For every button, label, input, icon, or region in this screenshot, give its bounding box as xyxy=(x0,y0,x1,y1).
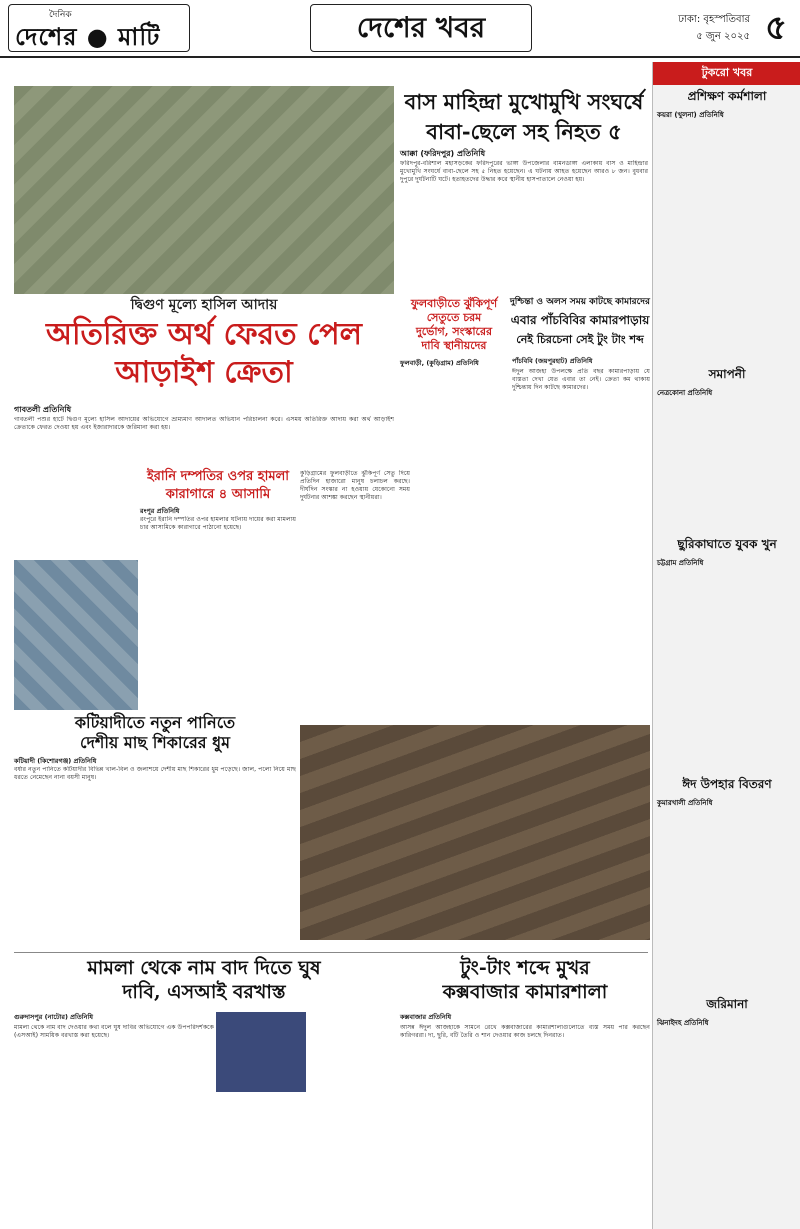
story8-byline: কক্সবাজার প্রতিনিধি xyxy=(400,1013,452,1021)
sidebar-item-head: জরিমানা xyxy=(706,997,748,1011)
sidebar-item-byline: ঝিনাইদহ প্রতিনিধি xyxy=(657,1019,709,1027)
story8-headline-1: টুং-টাং শব্দে মুখর xyxy=(460,957,590,979)
sidebar-item xyxy=(653,992,800,1030)
story4-headline-2: এবার পাঁচবিবির কামারপাড়ায় xyxy=(510,313,650,327)
sidebar-item-head: ছুরিকাঘাতে যুবক খুন xyxy=(677,537,777,551)
market-raid-photo xyxy=(14,86,394,294)
sidebar-title: টুকরো খবর xyxy=(653,62,800,85)
story1-headline-2: বাবা-ছেলে সহ নিহত ৫ xyxy=(426,119,622,144)
story4-headline-1: দুশ্চিন্তা ও অলস সময় কাটছে কামারদের xyxy=(510,297,650,307)
officer-photo xyxy=(216,1012,306,1092)
story5-body: রংপুরে ইরানি দম্পতির ওপর হামলার ঘটনায় দায়ের করা মামলায় চার আসামিকে কারাগারে পাঠানো হয়েছে। xyxy=(140,516,296,531)
dateline: ঢাকা: বৃহস্পতিবার ৫ জুন ২০২৫ xyxy=(678,14,750,42)
sidebar-item-byline: কুমারখালী প্রতিনিধি xyxy=(657,799,713,807)
story6-headline-2: দেশীয় মাছ শিকারের ধুম xyxy=(79,733,231,752)
story1-body: ফরিদপুর-বরিশাল মহাসড়কের ফরিদপুরের ভাঙ্গা উপজেলার বামনডাঙ্গা এলাকায় বাস ও মাহিন্দ্রার মুখোমুখি সংঘর্ষে বাবা-ছেলে সহ ৫ নিহত হয়েছেন। এ ঘটনায় আহত হয়েছেন আরও ৮ জন। বুধবার দুপুরে দুর্ঘটনাটি ঘটে। হতাহতদের উদ্ধার করে স্থানীয় হাসপাতালে নেওয়া হয়। xyxy=(400,160,648,183)
story5-headline-1: ইরানি দম্পতির ওপর হামলা xyxy=(146,469,290,484)
page-number: ৫ xyxy=(764,8,788,48)
story6-headline-1: কটিয়াদীতে নতুন পানিতে xyxy=(74,713,236,732)
story2-headline-1: অতিরিক্ত অর্থ ফেরত পেল xyxy=(45,317,363,352)
story7-headline-1: মামলা থেকে নাম বাদ দিতে ঘুষ xyxy=(87,957,321,979)
fishing-photo xyxy=(14,560,138,710)
logo-text: দেশের ● মাটি xyxy=(15,22,161,51)
story8-headline-2: কক্সবাজার কামারশালা xyxy=(442,981,608,1003)
story7-body: মামলা থেকে নাম বাদ দেওয়ার কথা বলে ঘুষ দাবির অভিযোগে এক উপপরিদর্শককে (এসআই) সাময়িক বরখাস্ত করা হয়েছে। xyxy=(14,1024,214,1039)
story4-body: ঈদুল আজহা উপলক্ষে প্রতি বছর কামারপাড়ায় যে ব্যস্ততা দেখা যেত এবার তা নেই। ক্রেতা কম থাকায় দুশ্চিন্তায় দিন কাটছে কামারদের। xyxy=(512,368,650,391)
sidebar-item xyxy=(653,772,800,810)
story3-byline: ফুলবাড়ী, (কুড়িগ্রাম) প্রতিনিধি xyxy=(400,359,479,367)
story7-byline: গুরুদাসপুর (নাটোর) প্রতিনিধি xyxy=(14,1013,94,1021)
sidebar-item xyxy=(653,362,800,400)
story8-body: আসন্ন ঈদুল আজহাকে সামনে রেখে কক্সবাজারের কামারশালাগুলোতে ব্যস্ত সময় পার করছেন কারিগররা। দা, ছুরি, বটি তৈরি ও শান দেওয়ার কাজ চলছে দিনরাত। xyxy=(400,1024,650,1039)
sidebar-item xyxy=(653,532,800,570)
story1-byline: আক্কা (ফরিদপুর) প্রতিনিধি xyxy=(400,149,486,158)
section-title: দেশের খবর xyxy=(310,4,532,52)
story2-byline: গাবতলী প্রতিনিধি xyxy=(14,405,72,414)
story5-headline-2: কারাগারে ৪ আসামি xyxy=(165,487,271,502)
masthead xyxy=(0,0,800,58)
story3-headline-1: ফুলবাড়ীতে ঝুঁকিপূর্ণ xyxy=(410,297,498,310)
story5-byline: রংপুর প্রতিনিধি xyxy=(140,507,180,515)
divider xyxy=(14,952,648,953)
story3-headline-3: দুর্ভোগ, সংস্কারের xyxy=(415,325,493,338)
sidebar-item-head: সমাপনী xyxy=(708,367,746,381)
story3-headline-4: দাবি স্থানীয়দের xyxy=(421,339,487,352)
sidebar-item-head: ঈদ উপহার বিতরণ xyxy=(682,777,772,791)
story2-body: গাবতলী পশুর হাটে দ্বিগুণ মূল্যে হাসিল আদায়ের অভিযোগে ভ্রাম্যমাণ আদালত অভিযান পরিচালনা করে। এসময় অতিরিক্ত আদায় করা অর্থ আড়াইশ ক্রেতাকে ফেরত দেওয়া হয় এবং ইজারাদারকে জরিমানা করা হয়। xyxy=(14,416,394,431)
sidebar-item xyxy=(653,84,800,122)
story7-headline-2: দাবি, এসআই বরখাস্ত xyxy=(122,981,286,1003)
story4-headline-3: নেই চিরচেনা সেই টুং টাং শব্দ xyxy=(516,333,644,346)
sidebar-item-byline: কয়রা (খুলনা) প্রতিনিধি xyxy=(657,111,724,119)
story3-headline-2: সেতুতে চরম xyxy=(426,311,482,324)
newspaper-logo xyxy=(8,4,190,52)
sidebar-item-byline: নেত্রকোনা প্রতিনিধি xyxy=(657,389,713,397)
story4-byline: পাঁচবিবি (জয়পুরহাট) প্রতিনিধি xyxy=(512,357,593,365)
sidebar-item-head: প্রশিক্ষণ কর্মশালা xyxy=(687,89,767,103)
story1-headline-1: বাস মাহিন্দ্রা মুখোমুখি সংঘর্ষে xyxy=(404,89,644,114)
story6-body: বর্ষার নতুন পানিতে কটিয়াদীর বিভিন্ন খাল-বিল ও জলাশয়ে দেশীয় মাছ শিকারের ধুম পড়েছে। জাল, পলো নিয়ে মাছ ধরতে নেমেছেন নানা বয়সী মানুষ। xyxy=(14,766,296,781)
blacksmith-workshop-photo xyxy=(300,725,650,940)
story3-body: কুড়িগ্রামের ফুলবাড়ীতে ঝুঁকিপূর্ণ সেতু দিয়ে প্রতিদিন হাজারো মানুষ চলাচল করছে। দীর্ঘদিন সংস্কার না হওয়ায় যেকোনো সময় দুর্ঘটনার আশঙ্কা করছেন স্থানীয়রা। xyxy=(300,470,410,501)
sidebar-brief-news xyxy=(652,62,800,1229)
story2-kicker: দ্বিগুণ মূল্যে হাসিল আদায় xyxy=(130,297,278,313)
story6-byline: কটিয়াদী (কিশোরগঞ্জ) প্রতিনিধি xyxy=(14,757,97,765)
masthead-rule xyxy=(0,56,800,58)
story2-headline-2: আড়াইশ ক্রেতা xyxy=(115,355,293,390)
sidebar-item-byline: চট্টগ্রাম প্রতিনিধি xyxy=(657,559,704,567)
logo-small: দৈনিক xyxy=(49,10,72,20)
